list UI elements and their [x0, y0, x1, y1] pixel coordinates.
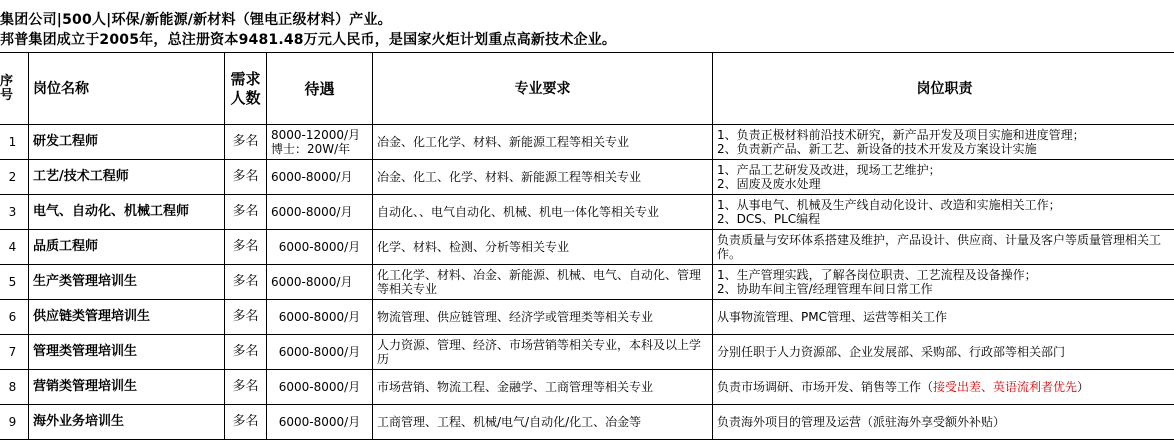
row-position: 品质工程师 [29, 230, 225, 265]
row-duty: 从事物流管理、PMC管理、运营等相关工作 [713, 300, 1174, 335]
table-row [0, 160, 1174, 195]
row-no: 6 [0, 300, 29, 335]
row-duty: 负责海外项目的管理及运营（派驻海外享受额外补贴） [713, 405, 1174, 440]
row-duty [713, 370, 1174, 405]
row-major: 人力资源、管理、经济、市场营销等相关专业，本科及以上学历 [373, 335, 713, 370]
row-no: 2 [0, 160, 29, 195]
row-position: 电气、自动化、机械工程师 [29, 195, 225, 230]
row-duty: 1、从事电气、机械及生产线自动化设计、改造和实施相关工作； 2、DCS、PLC编程 [713, 195, 1174, 230]
row-major: 冶金、化工化学、材料、新能源工程等相关专业 [373, 125, 713, 160]
row-position: 生产类管理培训生 [29, 265, 225, 300]
row-position: 工艺/技术工程师 [29, 160, 225, 195]
row-no: 9 [0, 405, 29, 440]
row-no: 7 [0, 335, 29, 370]
row-pay: 8000-12000/月 博士：20W/年 [267, 125, 373, 160]
row-position: 营销类管理培训生 [29, 370, 225, 405]
row-pay: 6000-8000/月 [267, 195, 373, 230]
row-major: 化工化学、材料、冶金、新能源、机械、电气、自动化、管理等相关专业 [373, 265, 713, 300]
row-count: 多名 [225, 265, 267, 300]
row-duty: 分别任职于人力资源部、企业发展部、采购部、行政部等相关部门 [713, 335, 1174, 370]
header-major: 专业要求 [373, 53, 713, 125]
row-duty-highlight: 接受出差、英语流利者优先 [933, 380, 1077, 394]
row-pay: 6000-8000/月 [267, 335, 373, 370]
table-header-row [0, 53, 1174, 125]
row-no: 4 [0, 230, 29, 265]
job-table [0, 52, 1174, 440]
header-pay: 待遇 [267, 53, 373, 125]
row-duty: 负责质量与安环体系搭建及维护，产品设计、供应商、计量及客户等质量管理相关工作。 [713, 230, 1174, 265]
table-row [0, 300, 1174, 335]
table-row [0, 265, 1174, 300]
row-pay: 6000-8000/月 [267, 265, 373, 300]
row-pay: 6000-8000/月 [267, 370, 373, 405]
row-pay: 6000-8000/月 [267, 230, 373, 265]
row-count: 多名 [225, 160, 267, 195]
row-count: 多名 [225, 405, 267, 440]
row-major: 化学、材料、检测、分析等相关专业 [373, 230, 713, 265]
row-count: 多名 [225, 300, 267, 335]
header-position: 岗位名称 [29, 53, 225, 125]
company-intro [0, 0, 1174, 52]
row-major: 市场营销、物流工程、金融学、工商管理等相关专业 [373, 370, 713, 405]
row-count: 多名 [225, 230, 267, 265]
row-duty-tail: ） [1077, 380, 1089, 394]
row-no: 1 [0, 125, 29, 160]
table-row [0, 125, 1174, 160]
row-major: 自动化、、电气自动化、机械、机电一体化等相关专业 [373, 195, 713, 230]
row-pay: 6000-8000/月 [267, 405, 373, 440]
company-intro-line-2: 邦普集团成立于2005年，总注册资本9481.48万元人民币，是国家火炬计划重点高新技术企业。 [0, 29, 616, 49]
row-position: 管理类管理培训生 [29, 335, 225, 370]
table-row [0, 370, 1174, 405]
row-major: 工商管理、工程、机械/电气/自动化/化工、冶金等 [373, 405, 713, 440]
row-duty-text: 负责市场调研、市场开发、销售等工作（ [717, 380, 933, 394]
row-count: 多名 [225, 335, 267, 370]
header-no: 序号 [0, 53, 29, 125]
table-row [0, 405, 1174, 440]
table-row [0, 230, 1174, 265]
row-major: 冶金、化工、化学、材料、新能源工程等相关专业 [373, 160, 713, 195]
company-intro-line-1: 集团公司|500人|环保/新能源/新材料（锂电正级材料）产业。 [0, 9, 392, 29]
table-row [0, 335, 1174, 370]
header-duty: 岗位职责 [713, 53, 1174, 125]
header-count: 需求人数 [225, 53, 267, 125]
row-position: 海外业务培训生 [29, 405, 225, 440]
row-position: 供应链类管理培训生 [29, 300, 225, 335]
row-count: 多名 [225, 195, 267, 230]
row-count: 多名 [225, 370, 267, 405]
row-no: 3 [0, 195, 29, 230]
row-no: 8 [0, 370, 29, 405]
row-duty: 1、生产管理实践，了解各岗位职责、工艺流程及设备操作； 2、协助车间主管/经理管理车间日常工作 [713, 265, 1174, 300]
row-position: 研发工程师 [29, 125, 225, 160]
row-count: 多名 [225, 125, 267, 160]
row-no: 5 [0, 265, 29, 300]
row-duty: 1、负责正极材料前沿技术研究，新产品开发及项目实施和进度管理； 2、负责新产品、新工艺、新设备的技术开发及方案设计实施 [713, 125, 1174, 160]
table-row [0, 195, 1174, 230]
row-pay: 6000-8000/月 [267, 160, 373, 195]
row-major: 物流管理、供应链管理、经济学或管理类等相关专业 [373, 300, 713, 335]
row-duty: 1、产品工艺研发及改进，现场工艺维护； 2、固废及废水处理 [713, 160, 1174, 195]
row-pay: 6000-8000/月 [267, 300, 373, 335]
